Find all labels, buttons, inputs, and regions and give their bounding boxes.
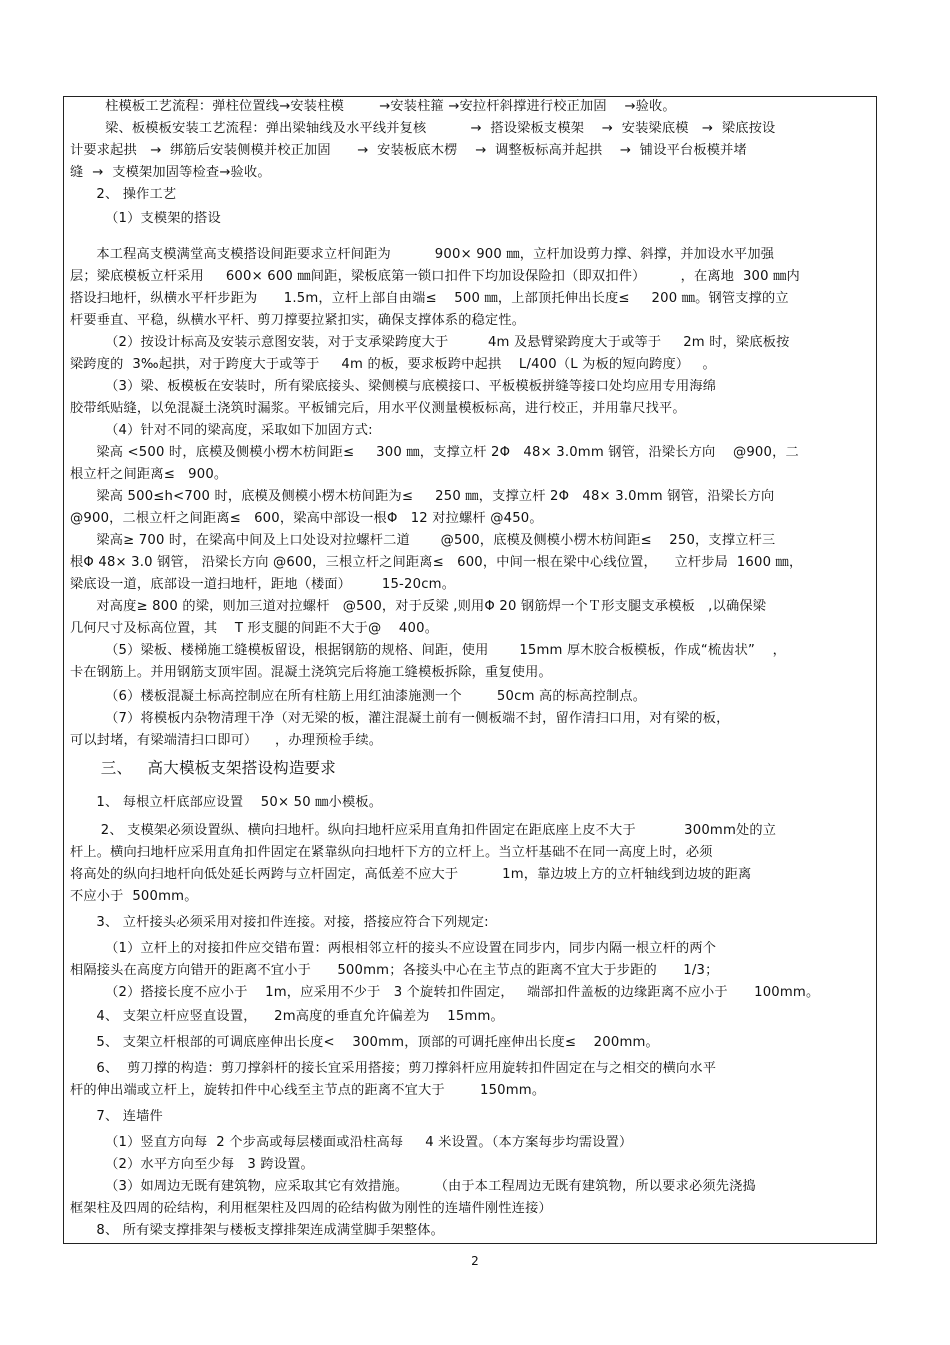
text-line: 梁高 <500 时，底模及侧模小楞木枋间距≤ 300 ㎜，支撑立杆 2Φ 48× 3.0mm 钢管，沿梁长方向 @900，二: [70, 445, 799, 460]
text-line: 层；梁底模板立杆采用 600× 600 ㎜间距，梁板底第一锁口扣件下均加设保险扣（即双扣件） ，在离地 300 ㎜内: [70, 269, 800, 284]
text-line: 5、 支架立杆根部的可调底座伸出长度< 300mm，顶部的可调托座伸出长度≤ 200mm。: [70, 1035, 659, 1050]
text-line: （3）如周边无既有建筑物，应采取其它有效措施。 （由于本工程周边无既有建筑物，所以要求必须先浇捣: [70, 1179, 756, 1194]
text-line: 缝 → 支模架加固等检查→验收。: [70, 165, 271, 180]
text-line: 杆的伸出端或立杆上，旋转扣件中心线至主节点的距离不宜大于 150mm。: [70, 1083, 546, 1098]
text-line: （7）将模板内杂物清理干净（对无梁的板，灌注混凝土前有一侧板端不封，留作清扫口用，对有梁的板，: [70, 711, 730, 726]
text-line: 梁高 500≤h<700 时，底模及侧模小楞木枋间距为≤ 250 ㎜，支撑立杆 2Φ 48× 3.0mm 钢管，沿梁长方向: [70, 489, 775, 504]
text-line: （2）搭接长度不应小于 1m，应采用不少于 3 个旋转扣件固定， 端部扣件盖板的边缘距离不应小于 100mm。: [70, 985, 820, 1000]
text-line: 4、 支架立杆应竖直设置， 2m高度的垂直允许偏差为 15mm。: [70, 1009, 504, 1024]
text-line: 6、 剪刀撑的构造：剪刀撑斜杆的接长宜采用搭接；剪刀撑斜杆应用旋转扣件固定在与之相交的横向水平: [70, 1061, 717, 1076]
text-line: 梁跨度的 3‰起拱，对于跨度大于或等于 4m 的板，要求板跨中起拱 L/400（L 为板的短向跨度） 。: [70, 357, 716, 372]
text-line: 柱模板工艺流程：弹柱位置线→安装柱模 →安装柱箍 →安拉杆斜撑进行校正加固 →验收。: [70, 99, 676, 114]
section-heading: 三、 高大模板支架搭设构造要求: [70, 759, 336, 777]
text-line: 根Φ 48× 3.0 钢管， 沿梁长方向 @600，三根立杆之间距离≤ 600，中间一根在梁中心线位置， 立杆步局 1600 ㎜，: [70, 555, 803, 570]
text-line: 杆上。横向扫地杆应采用直角扣件固定在紧靠纵向扫地杆下方的立杆上。当立杆基础不在同一高度上时，必须: [70, 845, 713, 860]
text-line: 2、 操作工艺: [70, 187, 177, 202]
text-line: （3）梁、板模板在安装时，所有梁底接头、梁侧模与底模接口、平板模板拼缝等接口处均应用专用海绵: [70, 379, 717, 394]
text-line: 计要求起拱 → 绑筋后安装侧模并校正加固 → 安装板底木楞 → 调整板标高并起拱 → 铺设平台板模并堵: [70, 143, 747, 158]
text-line: 杆要垂直、平稳，纵横水平杆、剪刀撑要拉紧扣实，确保支撑体系的稳定性。: [70, 313, 526, 328]
text-line: 7、 连墙件: [70, 1109, 163, 1124]
text-line: 梁底设一道，底部设一道扫地杆，距地（楼面） 15-20cm。: [70, 577, 456, 592]
text-line: 1、 每根立杆底部应设置 50× 50 ㎜小模板。: [70, 795, 383, 810]
text-line: 几何尺寸及标高位置，其 T 形支腿的间距不大于@ 400。: [70, 621, 439, 636]
text-line: 将高处的纵向扫地杆向低处延长两跨与立杆固定，高低差不应大于 1m，靠边坡上方的立杆轴线到边坡的距离: [70, 867, 752, 882]
text-line: 对高度≥ 800 的梁，则加三道对拉螺杆 @500，对于反梁 ,则用Φ 20 钢筋焊一个Ｔ形支腿支承模板 ,以确保梁: [70, 599, 767, 614]
text-line: 搭设扫地杆，纵横水平杆步距为 1.5m，立杆上部自由端≤ 500 ㎜，上部顶托伸出长度≤ 200 ㎜。钢管支撑的立: [70, 291, 789, 306]
text-line: 卡在钢筋上。并用钢筋支顶牢固。混凝土浇筑完后将施工缝模板拆除，重复使用。: [70, 665, 552, 680]
text-line: （2）水平方向至少每 3 跨设置。: [70, 1157, 314, 1172]
text-line: 梁高≥ 700 时，在梁高中间及上口处设对拉螺杆二道 @500，底模及侧模小楞木枋间距≤ 250，支撑立杆三: [70, 533, 776, 548]
text-line: （6）楼板混凝土标高控制应在所有柱筋上用红油漆施测一个 50cm 高的标高控制点。: [70, 689, 647, 704]
page-number: 2: [471, 1254, 479, 1268]
text-line: （5）梁板、楼梯施工缝模板留设，根据钢筋的规格、间距，使用 15mm 厚木胶合板模板，作成“梳齿状” ，: [70, 643, 787, 658]
text-line: 3、 立杆接头必须采用对接扣件连接。对接，搭接应符合下列规定:: [70, 915, 489, 930]
text-line: 相隔接头在高度方向错开的距离不宜小于 500mm；各接头中心在主节点的距离不宜大于步距的 1/3；: [70, 963, 719, 978]
text-line: （1）支模架的搭设: [70, 211, 221, 226]
text-line: （4）针对不同的梁高度，采取如下加固方式:: [70, 423, 373, 438]
text-line: 8、 所有梁支撑排架与楼板支撑排架连成满堂脚手架整体。: [70, 1223, 445, 1238]
text-line: （2）按设计标高及安装示意图安装，对于支承梁跨度大于 4m 及悬臂梁跨度大于或等于 2m 时，梁底板按: [70, 335, 790, 350]
text-line: 不应小于 500mm。: [70, 889, 198, 904]
text-line: （1）立杆上的对接扣件应交错布置：两根相邻立杆的接头不应设置在同步内，同步内隔一根立杆的两个: [70, 941, 717, 956]
text-line: 梁、板模板安装工艺流程：弹出梁轴线及水平线并复核 → 搭设梁板支模架 → 安装梁底模 → 梁底按设: [70, 121, 776, 136]
text-line: （1）竖直方向每 2 个步高或每层楼面或沿柱高每 4 米设置。（本方案每步均需设置）: [70, 1135, 633, 1150]
text-line: 根立杆之间距离≤ 900。: [70, 467, 228, 482]
text-line: @900，二根立杆之间距离≤ 600，梁高中部设一根Φ 12 对拉螺杆 @450。: [70, 511, 543, 526]
text-line: 2、 支模架必须设置纵、横向扫地杆。纵向扫地杆应采用直角扣件固定在距底座上皮不大于 300mm处的立: [70, 823, 777, 838]
text-line: 本工程高支模满堂高支模搭设间距要求立杆间距为 900× 900 ㎜，立杆加设剪力撑、斜撑，并加设水平加强: [70, 247, 775, 262]
text-line: 胶带纸贴缝，以免混凝土浇筑时漏浆。平板铺完后，用水平仪测量模板标高，进行校正，并用靠尺找平。: [70, 401, 686, 416]
text-line: 框架柱及四周的砼结构，利用框架柱及四周的砼结构做为刚性的连墙件刚性连接）: [70, 1201, 552, 1216]
text-line: 可以封堵，有梁端清扫口即可） ，办理预检手续。: [70, 733, 383, 748]
